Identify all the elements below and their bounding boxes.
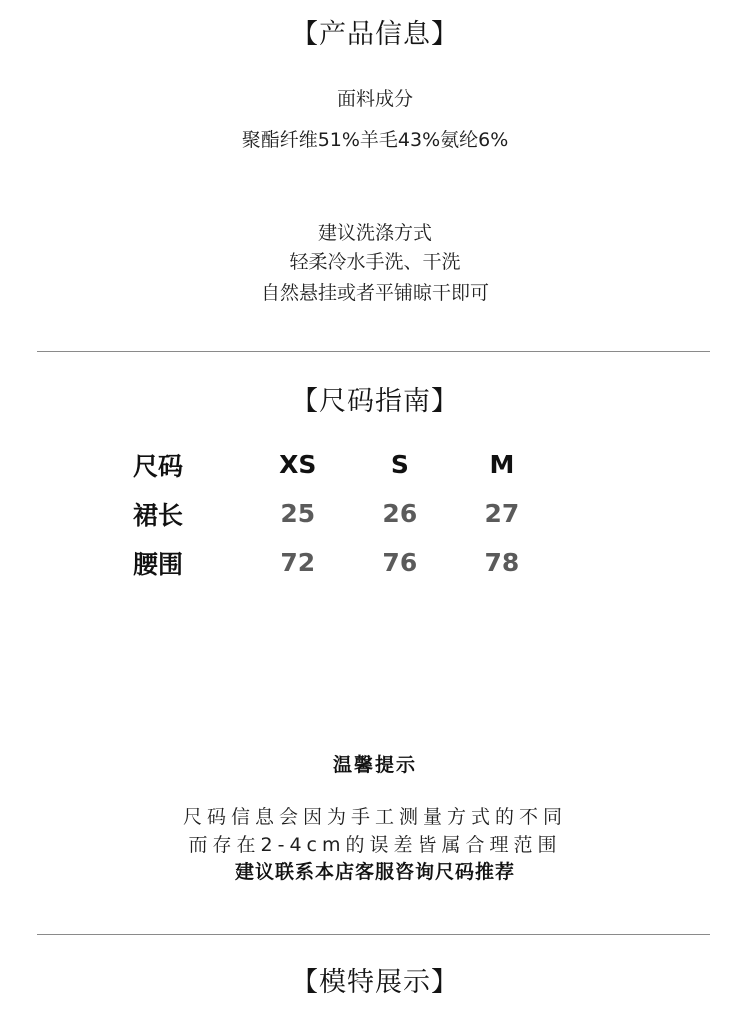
table-cell: 27 [484, 499, 520, 528]
wash-method-label: 建议洗涤方式 [317, 222, 432, 244]
table-cell: 72 [280, 548, 316, 577]
table-cell: 78 [484, 548, 520, 577]
row-label-skirt-length: 裙长 [133, 500, 184, 530]
size-header-s: S [390, 450, 409, 479]
size-table-header-row [133, 440, 553, 489]
size-table [133, 440, 553, 587]
table-row [133, 489, 553, 538]
size-header-xs: XS [279, 450, 317, 479]
tips-line-2: 而存在2-4cm的误差皆属合理范围 [188, 834, 562, 856]
size-header-label: 尺码 [133, 451, 184, 481]
table-cell: 26 [382, 499, 418, 528]
size-header-m: M [489, 450, 515, 479]
model-show-title: 【模特展示】 [291, 967, 459, 998]
row-label-waist: 腰围 [133, 549, 184, 579]
wash-method-line-1: 轻柔冷水手洗、干洗 [289, 251, 461, 273]
table-cell: 25 [280, 499, 316, 528]
table-cell: 76 [382, 548, 418, 577]
fabric-composition: 聚酯纤维51%羊毛43%氨纶6% [241, 129, 509, 151]
tips-line-3: 建议联系本店客服咨询尺码推荐 [234, 861, 515, 883]
tips-line-1: 尺码信息会因为手工测量方式的不同 [182, 806, 567, 828]
product-info-title: 【产品信息】 [291, 19, 459, 50]
table-row [133, 538, 553, 587]
section-divider [37, 351, 710, 352]
wash-method-line-2: 自然悬挂或者平铺晾干即可 [260, 282, 489, 304]
fabric-label: 面料成分 [336, 88, 413, 110]
tips-title: 温馨提示 [332, 754, 417, 776]
size-guide-title: 【尺码指南】 [291, 386, 459, 417]
section-divider [37, 934, 710, 935]
